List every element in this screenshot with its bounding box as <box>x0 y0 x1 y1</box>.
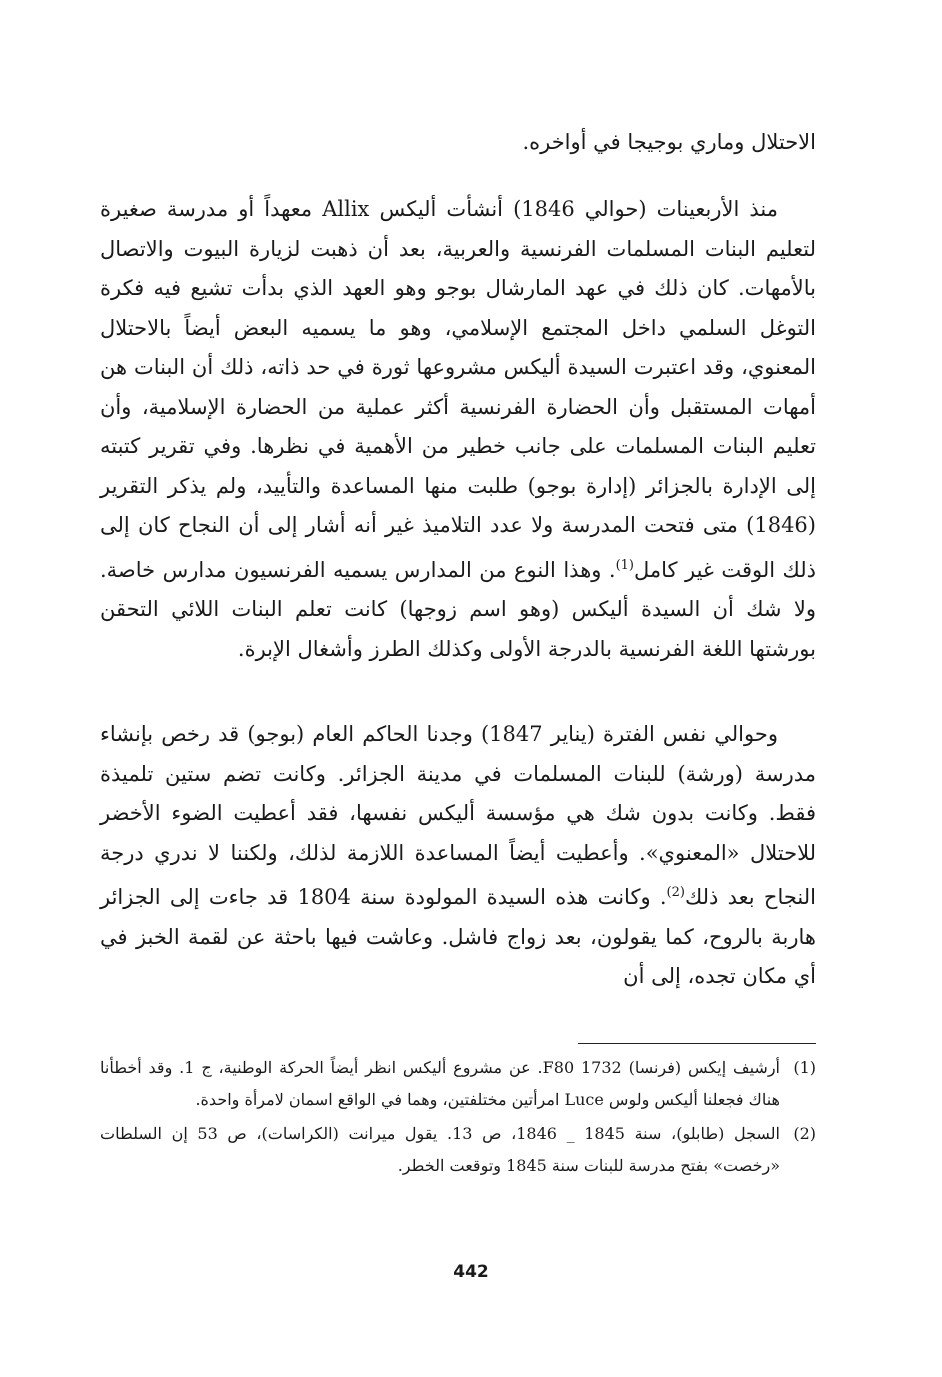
footnote-number: (2) <box>793 1124 816 1143</box>
paragraph-allix-school <box>100 190 816 669</box>
paragraph-text: . وهذا النوع من المدارس يسميه الفرنسيون مدارس خاصة. ولا شك أن السيدة أليكس (وهو اسم زوجها) كانت تعلم البنات اللائي التحقن بورشتها اللغة الفرنسية بالدرجة الأولى وكذلك الطرز وأشغال الإبرة. <box>100 557 816 661</box>
footnote-text: أرشيف إيكس (فرنسا) 1732 F80. عن مشروع أليكس انظر أيضاً الحركة الوطنية، ج 1. وقد أخطأنا هناك فجعلنا أليكس ولوس Luce امرأتين مختلفتين، وهما في الواقع اسمان لامرأة واحدة. <box>100 1058 780 1109</box>
page-number: 442 <box>453 1262 489 1282</box>
footnote-reference[interactable]: (1) <box>615 557 634 573</box>
footnote-reference[interactable]: (2) <box>666 885 685 900</box>
paragraph-text: . وكانت هذه السيدة المولودة سنة 1804 قد جاءت إلى الجزائر هاربة بالروح، كما يقولون، بعد زواج فاشل. وعاشت فيها باحثة عن لقمة الخبز في أي مكان تجده، إلى أن <box>100 885 816 988</box>
footnote-number: (1) <box>793 1058 816 1077</box>
footnote-text: السجل (طابلو)، سنة 1845 _ 1846، ص 13. يقول ميرانت (الكراسات)، ص 53 إن السلطات «رخصت» بفتح مدرسة للبنات سنة 1845 وتوقعت الخطر. <box>100 1124 780 1175</box>
paragraph-text: منذ الأربعينات (حوالي 1846) أنشأت أليكس Allix معهداً أو مدرسة صغيرة لتعليم البنات المسلمات الفرنسية والعربية، بعد أن ذهبت لزيارة البيوت والاتصال بالأمهات. كان ذلك في عهد المارشال بوجو وهو العهد الذي بدأت تشيع فيه فكرة التوغل السلمي داخل المجتمع الإسلامي، وهو ما يسميه البعض أيضاً بالاحتلال المعنوي، وقد اعتبرت السيدة أليكس مشروعها ثورة في حد ذاته، ذلك أن البنات هن أمهات المستقبل وأن الحضارة الفرنسية أكثر عملية من الحضارة الإسلامية، وأن تعليم البنات المسلمات على جانب خطير من الأهمية في نظرها. وفي تقرير كتبته إلى الإدارة بالجزائر (إدارة بوجو) طلبت منها المساعدة والتأييد، ولم يذكر التقرير (1846) متى فتحت المدرسة ولا عدد التلاميذ غير أنه أشار إلى أن النجاح كان إلى ذلك الوقت غير كامل <box>100 197 817 582</box>
paragraph-governor-license <box>100 715 816 997</box>
footnote-divider <box>578 1043 816 1044</box>
footnote <box>100 1052 816 1116</box>
paragraph-text: الاحتلال وماري بوجيجا في أواخره. <box>522 130 816 154</box>
paragraph-text: وحوالي نفس الفترة (يناير 1847) وجدنا الحاكم العام (بوجو) قد رخص بإنشاء مدرسة (ورشة) للبنات المسلمات في مدينة الجزائر. وكانت تضم ستين تلميذة فقط. وكانت بدون شك هي مؤسسة أليكس نفسها، فقد أعطيت الضوء الأخضر للاحتلال «المعنوي». وأعطيت أيضاً المساعدة اللازمة لذلك، ولكننا لا ندري درجة النجاح بعد ذلك <box>100 722 816 909</box>
footnotes <box>100 1052 816 1184</box>
footnote <box>100 1118 816 1182</box>
paragraph-continuation <box>100 123 816 163</box>
